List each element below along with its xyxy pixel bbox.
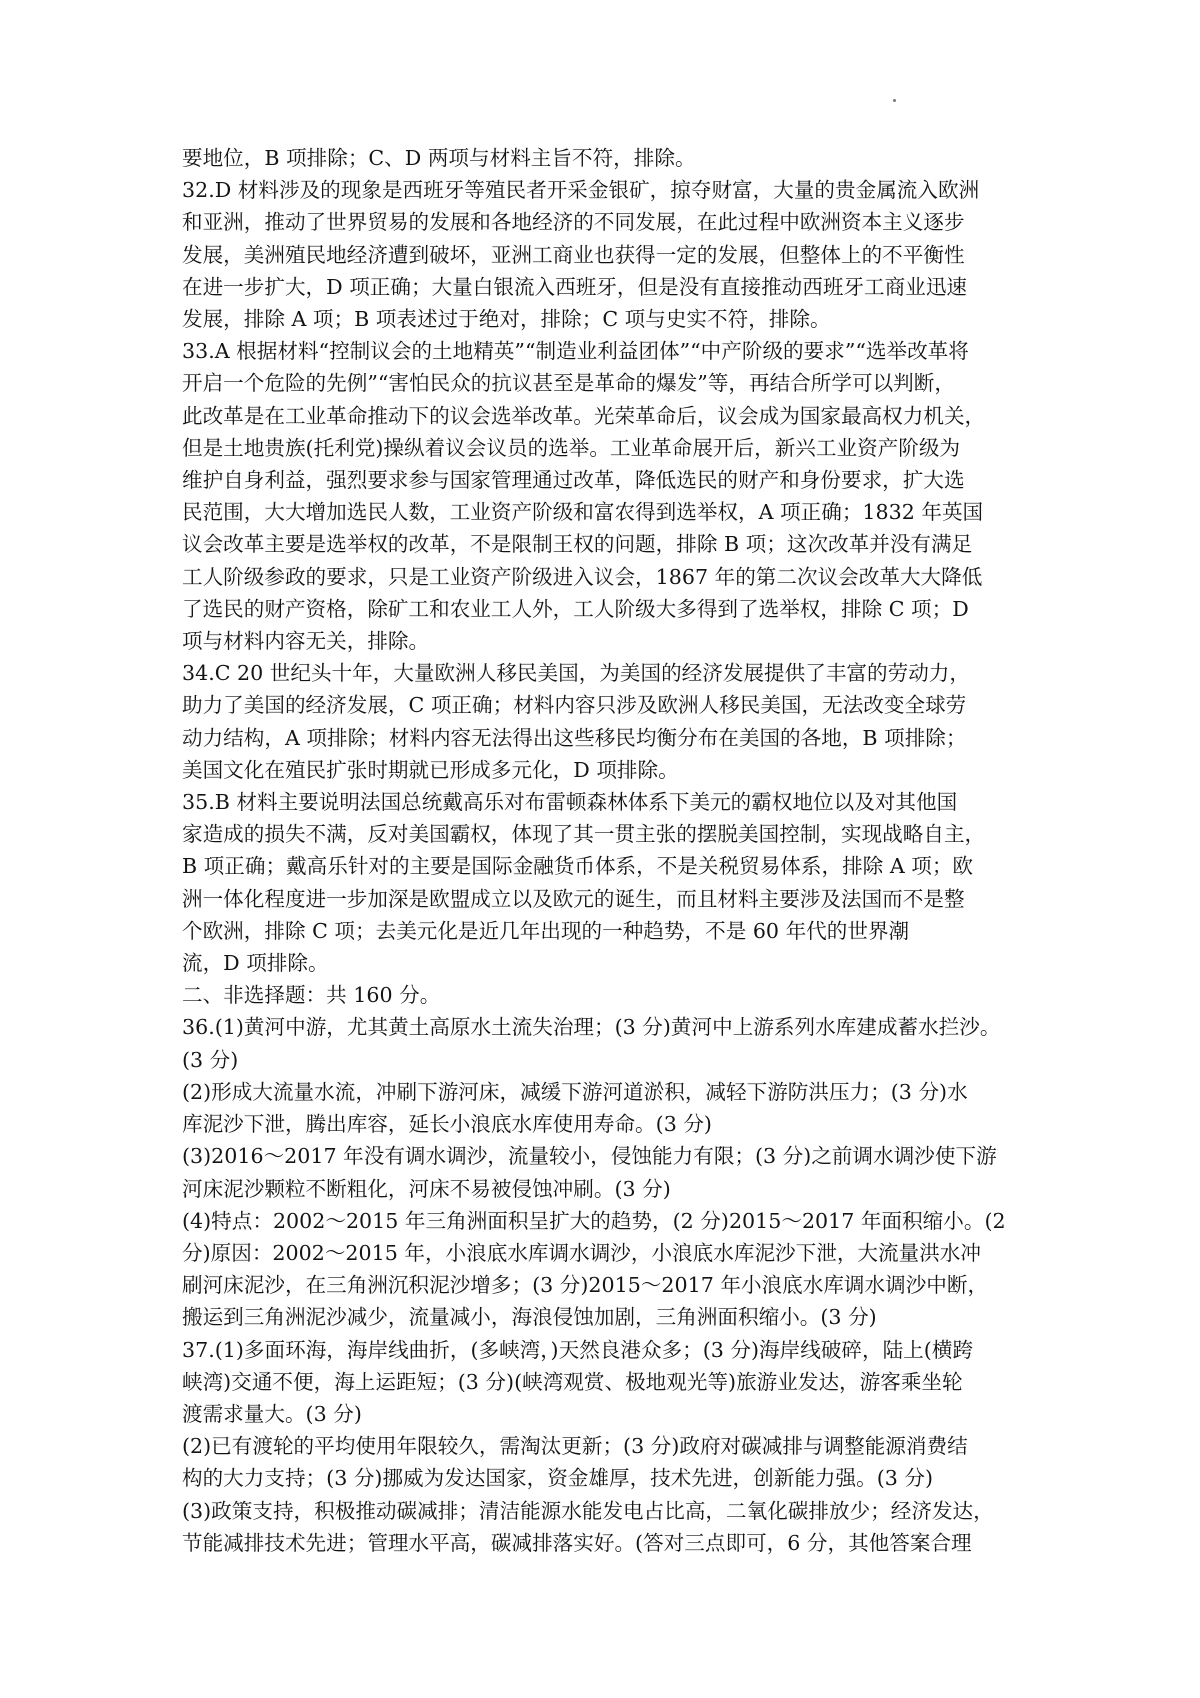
text-line: 33.A 根据材料“控制议会的土地精英”“制造业利益团体”“中产阶级的要求”“选举改革将	[182, 339, 969, 364]
text-line: 分)原因：2002～2015 年，小浪底水库调水调沙，小浪底水库泥沙下泄，大流量洪水冲	[182, 1240, 981, 1265]
text-line: (3)政策支持，积极推动碳减排；清洁能源水能发电占比高，二氧化碳排放少；经济发达，	[182, 1498, 994, 1523]
text-line: 流，D 项排除。	[182, 951, 329, 976]
text-line: 搬运到三角洲泥沙减少，流量减小，海浪侵蚀加剧，三角洲面积缩小。(3 分)	[182, 1305, 877, 1330]
text-line: 要地位，B 项排除；C、D 两项与材料主旨不符，排除。	[182, 146, 696, 170]
text-line: 此改革是在工业革命推动下的议会选举改革。光荣革命后，议会成为国家最高权力机关，	[182, 403, 986, 428]
text-line: 渡需求量大。(3 分)	[182, 1401, 362, 1426]
text-line: 助力了美国的经济发展，C 项正确；材料内容只涉及欧洲人移民美国，无法改变全球劳	[182, 693, 967, 718]
text-line: (2)已有渡轮的平均使用年限较久，需淘汰更新；(3 分)政府对碳减排与调整能源消费结	[182, 1434, 968, 1459]
text-line: 开启一个危险的先例”“害怕民众的抗议甚至是革命的爆发”等，再结合所学可以判断，	[182, 371, 955, 396]
text-line: 35.B 材料主要说明法国总统戴高乐对布雷顿森林体系下美元的霸权地位以及对其他国	[182, 790, 958, 815]
text-line: 个欧洲，排除 C 项；去美元化是近几年出现的一种趋势，不是 60 年代的世界潮	[182, 918, 910, 943]
text-line: 项与材料内容无关，排除。	[182, 629, 430, 654]
answer-text-body	[182, 142, 1027, 1559]
text-line: 但是土地贵族(托利党)操纵着议会议员的选举。工业革命展开后，新兴工业资产阶级为	[182, 435, 961, 460]
speck-mark	[893, 99, 896, 102]
text-line: 刷河床泥沙，在三角洲沉积泥沙增多；(3 分)2015～2017 年小浪底水库调水调沙中断，	[182, 1273, 989, 1298]
text-line: (2)形成大流量水流，冲刷下游河床，减缓下游河道淤积，减轻下游防洪压力；(3 分)水	[182, 1079, 968, 1104]
text-line: 峡湾)交通不便，海上运距短；(3 分)(峡湾观赏、极地观光等)旅游业发达，游客乘坐轮	[182, 1369, 963, 1394]
text-line: 洲一体化程度进一步加深是欧盟成立以及欧元的诞生，而且材料主要涉及法国而不是整	[182, 886, 965, 911]
text-line: B 项正确；戴高乐针对的主要是国际金融货币体系，不是关税贸易体系，排除 A 项；欧	[182, 854, 974, 879]
text-line: (3 分)	[182, 1047, 239, 1072]
text-line: 家造成的损失不满，反对美国霸权，体现了其一贯主张的摆脱美国控制，实现战略自主，	[182, 822, 986, 847]
text-line: 36.(1)黄河中游，尤其黄土高原水土流失治理；(3 分)黄河中上游系列水库建成蓄水拦沙。	[182, 1015, 1001, 1040]
text-line: (4)特点：2002～2015 年三角洲面积呈扩大的趋势，(2 分)2015～2017 年面积缩小。(2	[182, 1208, 1006, 1233]
text-line: 民范围，大大增加选民人数，工业资产阶级和富农得到选举权，A 项正确；1832 年英国	[182, 500, 984, 525]
text-line: 34.C 20 世纪头十年，大量欧洲人移民美国，为美国的经济发展提供了丰富的劳动力，	[182, 661, 970, 686]
text-line: 32.D 材料涉及的现象是西班牙等殖民者开采金银矿，掠夺财富，大量的贵金属流入欧洲	[182, 178, 980, 203]
text-line: 了选民的财产资格，除矿工和农业工人外，工人阶级大多得到了选举权，排除 C 项；D	[182, 596, 969, 621]
text-line: 发展，排除 A 项；B 项表述过于绝对，排除；C 项与史实不符，排除。	[182, 307, 831, 332]
text-line: 维护自身利益，强烈要求参与国家管理通过改革，降低选民的财产和身份要求，扩大选	[182, 468, 965, 493]
text-line: 河床泥沙颗粒不断粗化，河床不易被侵蚀冲刷。(3 分)	[182, 1176, 671, 1201]
text-line: 库泥沙下泄，腾出库容，延长小浪底水库使用寿命。(3 分)	[182, 1112, 712, 1137]
section-heading: 二、非选择题：共 160 分。	[182, 983, 441, 1008]
text-line: 37.(1)多面环海，海岸线曲折，(多峡湾，)天然良港众多；(3 分)海岸线破碎，陆上(横跨	[182, 1337, 974, 1362]
text-line: 和亚洲，推动了世界贸易的发展和各地经济的不同发展，在此过程中欧洲资本主义逐步	[182, 210, 965, 235]
text-line: (3)2016～2017 年没有调水调沙，流量较小，侵蚀能力有限；(3 分)之前调水调沙使下游	[182, 1144, 997, 1169]
text-line: 发展，美洲殖民地经济遭到破坏，亚洲工商业也获得一定的发展，但整体上的不平衡性	[182, 242, 965, 267]
text-line: 工人阶级参政的要求，只是工业资产阶级进入议会，1867 年的第二次议会改革大大降低	[182, 564, 983, 589]
text-line: 美国文化在殖民扩张时期就已形成多元化，D 项排除。	[182, 757, 679, 782]
text-line: 在进一步扩大，D 项正确；大量白银流入西班牙，但是没有直接推动西班牙工商业迅速	[182, 274, 968, 299]
text-line: 议会改革主要是选举权的改革，不是限制王权的问题，排除 B 项；这次改革并没有满足	[182, 532, 973, 557]
text-line: 节能减排技术先进；管理水平高，碳减排落实好。(答对三点即可，6 分，其他答案合理	[182, 1530, 972, 1555]
text-line: 动力结构，A 项排除；材料内容无法得出这些移民均衡分布在美国的各地，B 项排除；	[182, 725, 967, 750]
text-line: 构的大力支持；(3 分)挪威为发达国家，资金雄厚，技术先进，创新能力强。(3 分)	[182, 1466, 934, 1491]
